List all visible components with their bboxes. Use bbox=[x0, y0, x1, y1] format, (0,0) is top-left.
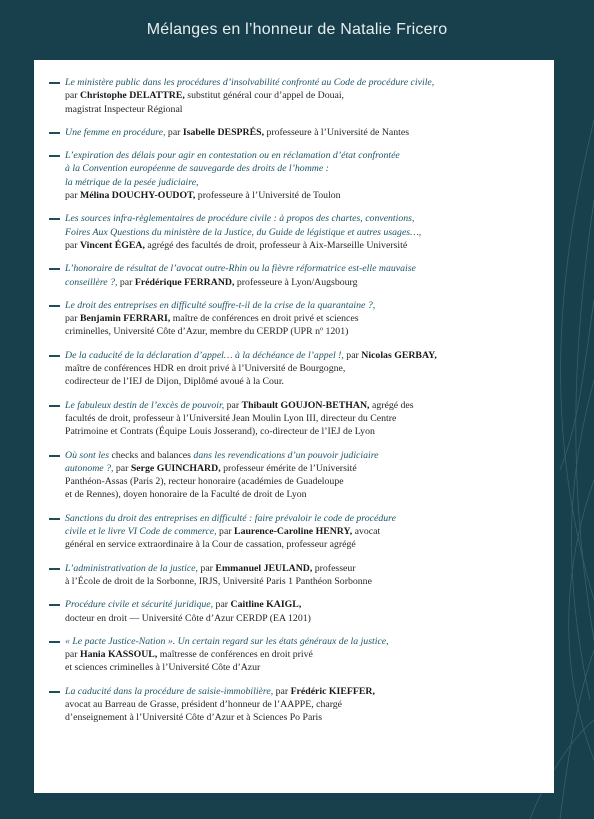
contribution-title: L’honoraire de résultat de l’avocat outre-Rhin ou la fièvre réformatrice est-elle mauvaise bbox=[65, 263, 416, 275]
author-name: Nicolas GERBAY, bbox=[361, 349, 437, 361]
author-description: d’enseignement à l’Université Côte d’Azur et à Sciences Po Paris bbox=[65, 712, 323, 724]
author-name: Christophe DELATTRE, bbox=[79, 90, 185, 102]
entry-line bbox=[65, 661, 540, 674]
author-description: avocat au Barreau de Grasse, président d’honneur de l’AAPPE, chargé bbox=[65, 698, 343, 710]
author-description: professeure à l’Université de Nantes bbox=[264, 126, 410, 138]
author-name: Caitline KAIGL, bbox=[230, 599, 302, 611]
entry-line bbox=[65, 299, 540, 312]
dash-bullet-icon bbox=[49, 405, 60, 407]
contribution-entry bbox=[65, 562, 540, 589]
author-description: codirecteur de l’IEJ de Dijon, Diplômé avoué à la Cour. bbox=[65, 376, 284, 388]
contribution-entry bbox=[65, 449, 540, 502]
contribution-title: Le fabuleux destin de l’excès de pouvoir, bbox=[65, 399, 225, 411]
entry-line bbox=[65, 103, 540, 116]
author-description: professeur émérite de l’Université bbox=[220, 462, 357, 474]
entry-line bbox=[65, 276, 540, 289]
author-description: par bbox=[165, 126, 183, 138]
dash-bullet-icon bbox=[49, 568, 60, 570]
contribution-entry bbox=[65, 262, 540, 289]
page-header bbox=[0, 0, 594, 60]
author-description: par bbox=[273, 685, 291, 697]
author-name: Laurence-Caroline HENRY, bbox=[234, 526, 353, 538]
author-description: par bbox=[65, 190, 80, 202]
document-page bbox=[34, 60, 554, 793]
dash-bullet-icon bbox=[49, 132, 60, 134]
dash-bullet-icon bbox=[49, 518, 60, 520]
contribution-entry bbox=[65, 512, 540, 552]
author-name: Emmanuel JEULAND, bbox=[215, 562, 313, 574]
entry-line bbox=[65, 239, 540, 252]
contribution-title: à la Convention européenne de sauvegarde des droits de l’homme : bbox=[65, 163, 329, 175]
author-description: avocat bbox=[352, 526, 381, 538]
author-name: Hania KASSOUL, bbox=[79, 649, 158, 661]
entry-line bbox=[65, 375, 540, 388]
author-description: par bbox=[113, 462, 131, 474]
author-description: maître de conférences en droit privé et sciences bbox=[170, 313, 359, 325]
contribution-title: Les sources infra-règlementaires de procédure civile : à propos des chartes, conventions, bbox=[65, 213, 415, 225]
contribution-entry bbox=[65, 349, 540, 389]
entry-line bbox=[65, 162, 540, 175]
entry-line bbox=[65, 176, 540, 189]
dash-bullet-icon bbox=[49, 82, 60, 84]
contribution-title: L’administrativation de la justice, bbox=[65, 562, 198, 574]
author-description: et sciences criminelles à l’Université Côte d’Azur bbox=[65, 662, 261, 674]
entry-line bbox=[65, 212, 540, 225]
contribution-entry bbox=[65, 399, 540, 439]
contribution-entry bbox=[65, 76, 540, 116]
author-description: maîtresse de conférences en droit privé bbox=[157, 649, 313, 661]
entry-line bbox=[65, 425, 540, 438]
entry-line bbox=[65, 399, 540, 412]
contribution-entry bbox=[65, 598, 540, 625]
contribution-title: Où sont les bbox=[65, 449, 110, 461]
author-description: criminelles, Université Côte d’Azur, membre du CERDP (UPR nº 1201) bbox=[65, 326, 349, 338]
author-description: professeur bbox=[312, 562, 356, 574]
entry-line bbox=[65, 575, 540, 588]
author-description: à l’École de droit de la Sorbonne, IRJS, Université Paris 1 Panthéon Sorbonne bbox=[65, 575, 372, 587]
author-name: Serge GUINCHARD, bbox=[130, 462, 221, 474]
entry-line bbox=[65, 126, 540, 139]
entry-line bbox=[65, 635, 540, 648]
entry-line bbox=[65, 89, 540, 102]
contribution-title: civile et le livre VI Code de commerce, bbox=[65, 526, 217, 538]
entry-line bbox=[65, 475, 540, 488]
entry-line bbox=[65, 226, 540, 239]
author-name: Benjamin FERRARI, bbox=[79, 313, 171, 325]
author-name: Frédéric KIEFFER, bbox=[290, 685, 375, 697]
contribution-entry bbox=[65, 635, 540, 675]
dash-bullet-icon bbox=[49, 604, 60, 606]
author-description: checks and balances bbox=[109, 449, 194, 461]
author-description: général en service extraordinaire à la Cour de cassation, professeur agrégé bbox=[65, 539, 356, 551]
entry-line bbox=[65, 698, 540, 711]
author-name: Vincent ÉGEA, bbox=[79, 239, 145, 251]
author-description: par bbox=[65, 90, 80, 102]
author-description: et de Rennes), doyen honoraire de la Faculté de droit de Lyon bbox=[65, 489, 307, 501]
author-description: par bbox=[65, 649, 80, 661]
contribution-title: dans les revendications d’un pouvoir judiciaire bbox=[193, 449, 379, 461]
entry-line bbox=[65, 538, 540, 551]
author-description: docteur en droit — Université Côte d’Azur CERDP (EA 1201) bbox=[65, 612, 311, 624]
author-description: magistrat Inspecteur Régional bbox=[65, 103, 183, 115]
contribution-entry bbox=[65, 212, 540, 252]
contribution-title: L’expiration des délais pour agir en contestation ou en réclamation d’état confrontée bbox=[65, 150, 400, 162]
contribution-title: Foires Aux Questions du ministère de la Justice, du Guide de légistique et autres usages…, bbox=[65, 226, 422, 238]
author-description: par bbox=[216, 526, 235, 538]
dash-bullet-icon bbox=[49, 155, 60, 157]
author-description: par bbox=[65, 239, 80, 251]
author-description: par bbox=[213, 599, 231, 611]
author-description: maître de conférences HDR en droit privé à l’Université de Bourgogne, bbox=[65, 363, 346, 375]
entry-line bbox=[65, 612, 540, 625]
author-description: professeure à l’Université de Toulon bbox=[195, 190, 341, 202]
dash-bullet-icon bbox=[49, 355, 60, 357]
author-description: par bbox=[343, 349, 362, 361]
entry-line bbox=[65, 76, 540, 89]
entry-line bbox=[65, 462, 540, 475]
author-description: facultés de droit, professeur à l’Université Jean Moulin Lyon III, directeur du Centre bbox=[65, 412, 397, 424]
contribution-title: De la caducité de la déclaration d’appel… à la déchéance de l’appel !, bbox=[65, 349, 344, 361]
dash-bullet-icon bbox=[49, 455, 60, 457]
entry-line bbox=[65, 412, 540, 425]
dash-bullet-icon bbox=[49, 305, 60, 307]
entry-line bbox=[65, 512, 540, 525]
entry-line bbox=[65, 262, 540, 275]
entry-line bbox=[65, 648, 540, 661]
contribution-title: La caducité dans la procédure de saisie-immobilière, bbox=[65, 685, 274, 697]
entry-line bbox=[65, 149, 540, 162]
contribution-entry bbox=[65, 126, 540, 139]
author-name: Frédérique FERRAND, bbox=[134, 276, 235, 288]
entry-line bbox=[65, 362, 540, 375]
contribution-title: Sanctions du droit des entreprises en difficulté : faire prévaloir le code de procédure bbox=[65, 512, 396, 524]
contribution-title: conseillère ?, bbox=[65, 276, 118, 288]
author-description: substitut général cour d’appel de Douai, bbox=[184, 90, 345, 102]
author-description: Patrimoine et Contrats (Équipe Louis Josserand), co-directeur de l’IEJ de Lyon bbox=[65, 426, 375, 438]
entry-line bbox=[65, 488, 540, 501]
author-description: agrégé des bbox=[369, 399, 414, 411]
contribution-entry bbox=[65, 149, 540, 202]
contribution-entry bbox=[65, 685, 540, 725]
author-description: agrégé des facultés de droit, professeur à Aix-Marseille Université bbox=[144, 239, 408, 251]
contribution-entry bbox=[65, 299, 540, 339]
entry-line bbox=[65, 312, 540, 325]
contribution-title: Le droit des entreprises en difficulté souffre-t-il de la crise de la quarantaine ?, bbox=[65, 299, 376, 311]
contribution-title: Procédure civile et sécurité juridique, bbox=[65, 599, 214, 611]
dash-bullet-icon bbox=[49, 691, 60, 693]
dash-bullet-icon bbox=[49, 218, 60, 220]
author-description: Panthéon-Assas (Paris 2), recteur honoraire (académies de Guadeloupe bbox=[65, 476, 344, 488]
entry-line bbox=[65, 325, 540, 338]
entry-line bbox=[65, 562, 540, 575]
author-name: Isabelle DESPRÉS, bbox=[182, 126, 265, 138]
entry-line bbox=[65, 598, 540, 611]
dash-bullet-icon bbox=[49, 268, 60, 270]
author-description: par bbox=[117, 276, 135, 288]
author-name: Thibault GOUJON-BETHAN, bbox=[241, 399, 370, 411]
author-description: par bbox=[65, 313, 80, 325]
contribution-title: « Le pacte Justice-Nation ». Un certain regard sur les états généraux de la justice, bbox=[65, 635, 389, 647]
contribution-title: Une femme en procédure, bbox=[65, 126, 166, 138]
author-description: professeure à Lyon/Augsbourg bbox=[234, 276, 358, 288]
entry-line bbox=[65, 525, 540, 538]
entry-line bbox=[65, 189, 540, 202]
author-description: par bbox=[197, 562, 216, 574]
dash-bullet-icon bbox=[49, 641, 60, 643]
author-name: Mélina DOUCHY-OUDOT, bbox=[79, 190, 196, 202]
author-description: par bbox=[224, 399, 242, 411]
entry-line bbox=[65, 685, 540, 698]
entry-line bbox=[65, 449, 540, 462]
page-title: Mélanges en l’honneur de Natalie Fricero bbox=[146, 21, 448, 38]
contribution-title: Le ministère public dans les procédures d’insolvabilité confronté au Code de procédure civile, bbox=[65, 77, 435, 88]
contribution-title: autonome ?, bbox=[65, 462, 114, 474]
entry-line bbox=[65, 349, 540, 362]
entry-line bbox=[65, 711, 540, 724]
contribution-title: la métrique de la pesée judiciaire, bbox=[65, 176, 199, 188]
